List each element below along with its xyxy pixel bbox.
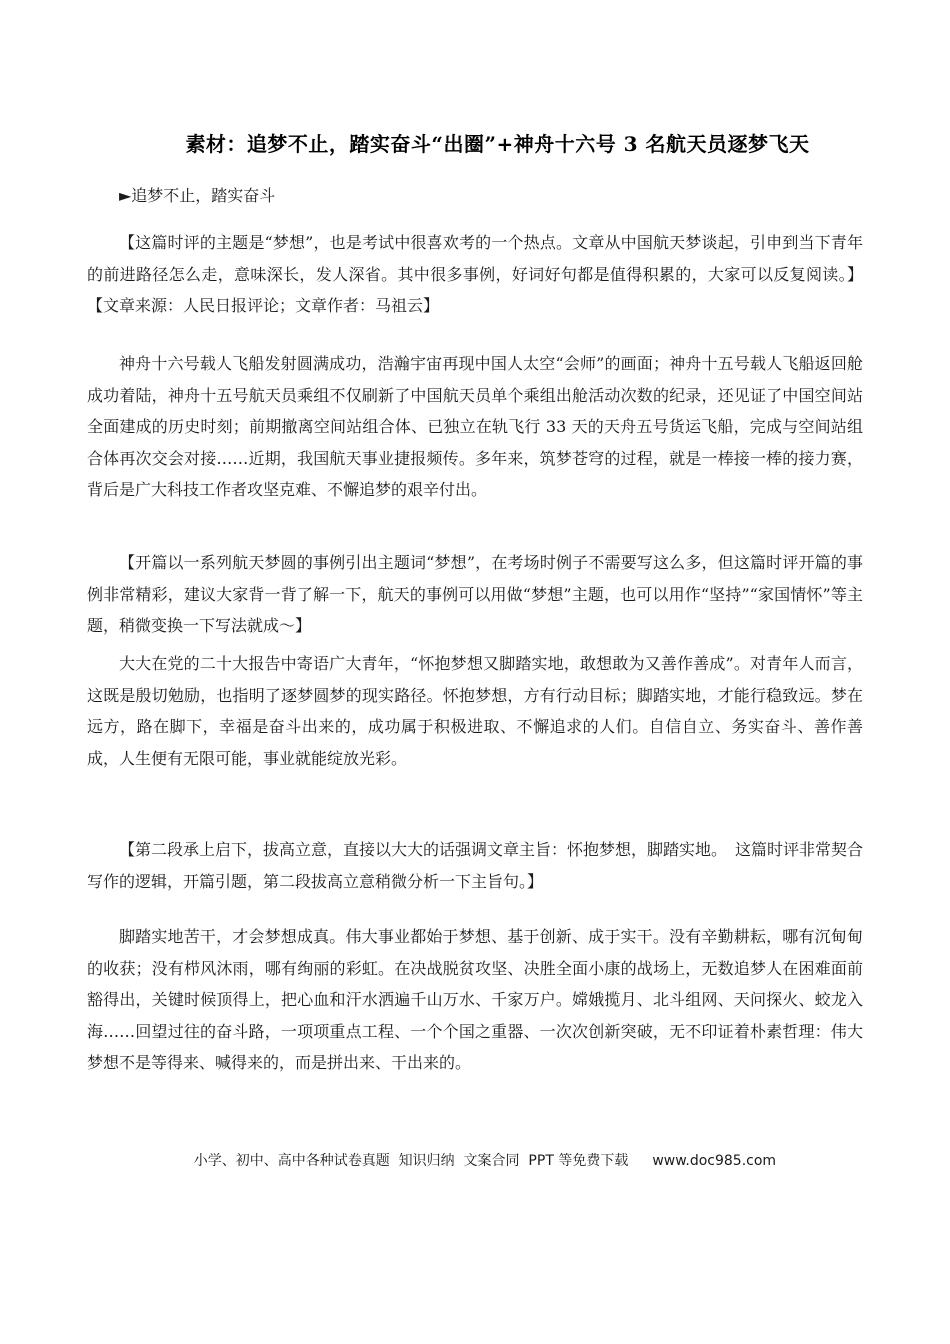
editor-note-paragraph: 【开篇以一系列航天梦圆的事例引出主题词“梦想”，在考场时例子不需要写这么多，但这篇时评开篇的事例非常精彩，建议大家背一背了解一下，航天的事例可以用做“梦想”主题，也可以用作“坚持”“家国情怀”等主题，稍微变换一下写法就成～】 (87, 553, 863, 635)
editor-note-paragraph: 【第二段承上启下，拔高立意，直接以大大的话强调文章主旨：怀抱梦想，脚踏实地。 这篇时评非常契合写作的逻辑，开篇引题，第二段拔高立意稍微分析一下主旨句。】 (87, 840, 864, 891)
body-paragraph: 大大在党的二十大报告中寄语广大青年，“怀抱梦想又脚踏实地，敢想敢为又善作善成”。对青年人而言，这既是殷切勉励，也指明了逐梦圆梦的现实路径。怀抱梦想，方有行动目标；脚踏实地，才能行稳致远。梦在远方，路在脚下，幸福是奋斗出来的，成功属于积极进取、不懈追求的人们。自信自立、务实奋斗、善作善成，人生便有无限可能，事业就能绽放光彩。 (87, 654, 863, 768)
editor-note-paragraph: 【这篇时评的主题是“梦想”，也是考试中很喜欢考的一个热点。文章从中国航天梦谈起，引申到当下青年的前进路径怎么走，意味深长，发人深省。其中很多事例，好词好句都是值得积累的，大家可以反复阅读。】【文章来源：人民日报评论；文章作者：马祖云】 (87, 233, 863, 315)
section-subheading: ►追梦不止，踏实奋斗 (119, 186, 276, 205)
page-footer (0, 1134, 950, 1186)
footer-link[interactable]: www.doc985.com (652, 1153, 777, 1169)
body-paragraph: 神舟十六号载人飞船发射圆满成功，浩瀚宇宙再现中国人太空“会师”的画面；神舟十五号载人飞船返回舱成功着陆，神舟十五号航天员乘组不仅刷新了中国航天员单个乘组出舱活动次数的纪录，还见证了中国空间站全面建成的历史时刻；前期撤离空间站组合体、已独立在轨飞行 33 天的天舟五号货运飞船，完成与空间站组合体再次交会对接……近期，我国航天事业捷报频传。多年来，筑梦苍穹的过程，就是一棒接一棒的接力赛，背后是广大科技工作者攻坚克难、不懈追梦的艰辛付出。 (87, 354, 863, 499)
body-paragraph: 脚踏实地苦干，才会梦想成真。伟大事业都始于梦想、基于创新、成于实干。没有辛勤耕耘，哪有沉甸甸的收获；没有栉风沐雨，哪有绚丽的彩虹。在决战脱贫攻坚、决胜全面小康的战场上，无数追梦人在困难面前豁得出，关键时候顶得上，把心血和汗水洒遍千山万水、千家万户。嫦娥揽月、北斗组网、天问探火、蛟龙入海……回望过往的奋斗路，一项项重点工程、一个个国之重器、一次次创新突破，无不印证着朴素哲理：伟大梦想不是等得来、喊得来的，而是拼出来、干出来的。 (87, 927, 863, 1072)
document-title: 素材：追梦不止，踏实奋斗“出圈”+神舟十六号 3 名航天员逐梦飞天 (185, 132, 810, 156)
footer-text: 小学、初中、高中各种试卷真题 知识归纳 文案合同 PPT 等免费下载 (193, 1153, 629, 1169)
